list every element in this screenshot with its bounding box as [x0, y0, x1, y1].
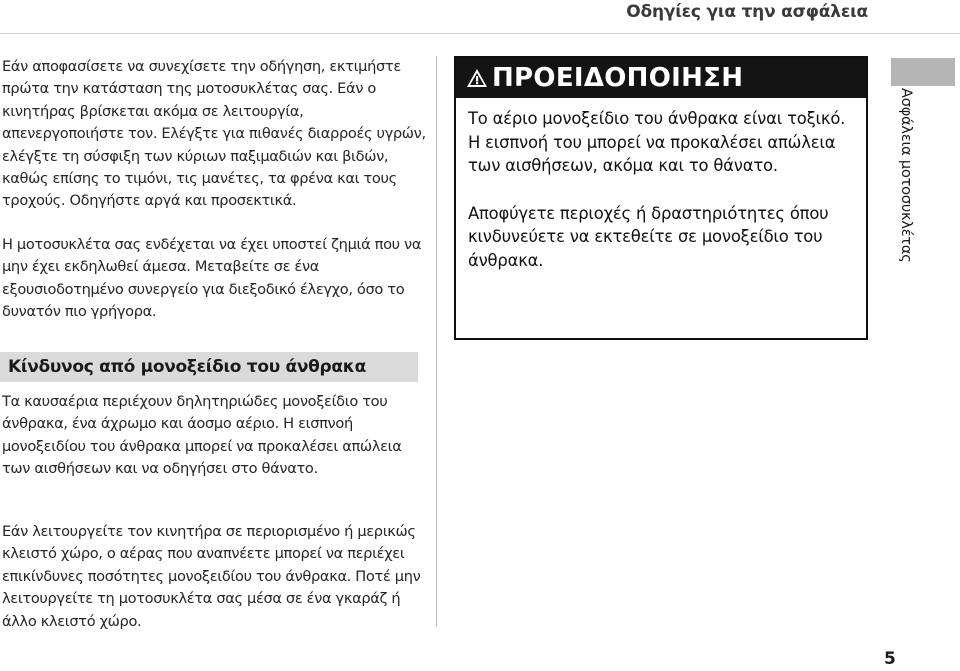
warning-triangle-icon: [466, 67, 488, 89]
warning-title: ΠΡΟΕΙΔΟΠΟΙΗΣΗ: [492, 63, 744, 93]
warning-paragraph-1: Το αέριο μονοξείδιο του άνθρακα είναι τοξικό. Η εισπνοή του μπορεί να προκαλέσει απώλεια των αισθήσεων, ακόμα και το θάνατο.: [468, 109, 846, 176]
warning-box: [454, 56, 868, 340]
intro-paragraph-1: Εάν αποφασίσετε να συνεχίσετε την οδήγηση, εκτιμήστε πρώτα την κατάσταση της μοτοσυκλέτας σας. Εάν ο κινητήρας βρίσκεται ακόμα σε λειτουργία, απενεργοποιήστε τον. Ελέγξτε για πιθανές διαρροές υγρών, ελέγξτε τη σύσφιξη των κύριων παξιμαδιών και βιδών, καθώς επίσης το τιμόνι, τις μανέτες, τα φρένα και τους τροχούς. Οδηγήστε αργά και προσεκτικά.: [2, 58, 426, 210]
page-header-title: Οδηγίες για την ασφάλεια: [626, 2, 868, 22]
warning-paragraph-2: Αποφύγετε περιοχές ή δραστηριότητες όπου κινδυνεύετε να εκτεθείτε σε μονοξείδιο του άνθρακα.: [468, 203, 829, 270]
page-number: 5: [884, 649, 896, 669]
warning-banner: [456, 58, 866, 98]
warning-body: [456, 98, 866, 273]
section-heading-co-hazard: Κίνδυνος από μονοξείδιο του άνθρακα: [0, 352, 418, 382]
column-divider: [436, 56, 437, 627]
co-paragraph-1: Τα καυσαέρια περιέχουν δηλητηριώδες μονοξείδιο του άνθρακα, ένα άχρωμο και άοσμο αέριο. Η εισπνοή μονοξειδίου του άνθρακα μπορεί να προκαλέσει απώλεια των αισθήσεων και να οδηγήσει στο θάνατο.: [2, 393, 402, 478]
section-side-label: Ασφάλεια μοτοσυκλέτας: [898, 88, 914, 263]
header-divider: [0, 33, 960, 34]
section-side-tab: [891, 58, 955, 86]
intro-paragraph-2: Η μοτοσυκλέτα σας ενδέχεται να έχει υποστεί ζημιά που να μην έχει εκδηλωθεί άμεσα. Μεταβείτε σε ένα εξουσιοδοτημένο συνεργείο για διεξοδικό έλεγχο, όσο το δυνατόν πιο γρήγορα.: [2, 236, 422, 321]
co-paragraph-2: Εάν λειτουργείτε τον κινητήρα σε περιορισμένο ή μερικώς κλειστό χώρο, ο αέρας που αναπνέετε μπορεί να περιέχει επικίνδυνες ποσότητες μονοξειδίου του άνθρακα. Ποτέ μην λειτουργείτε τη μοτοσυκλέτα σας μέσα σε ένα γκαράζ ή άλλο κλειστό χώρο.: [2, 523, 421, 630]
